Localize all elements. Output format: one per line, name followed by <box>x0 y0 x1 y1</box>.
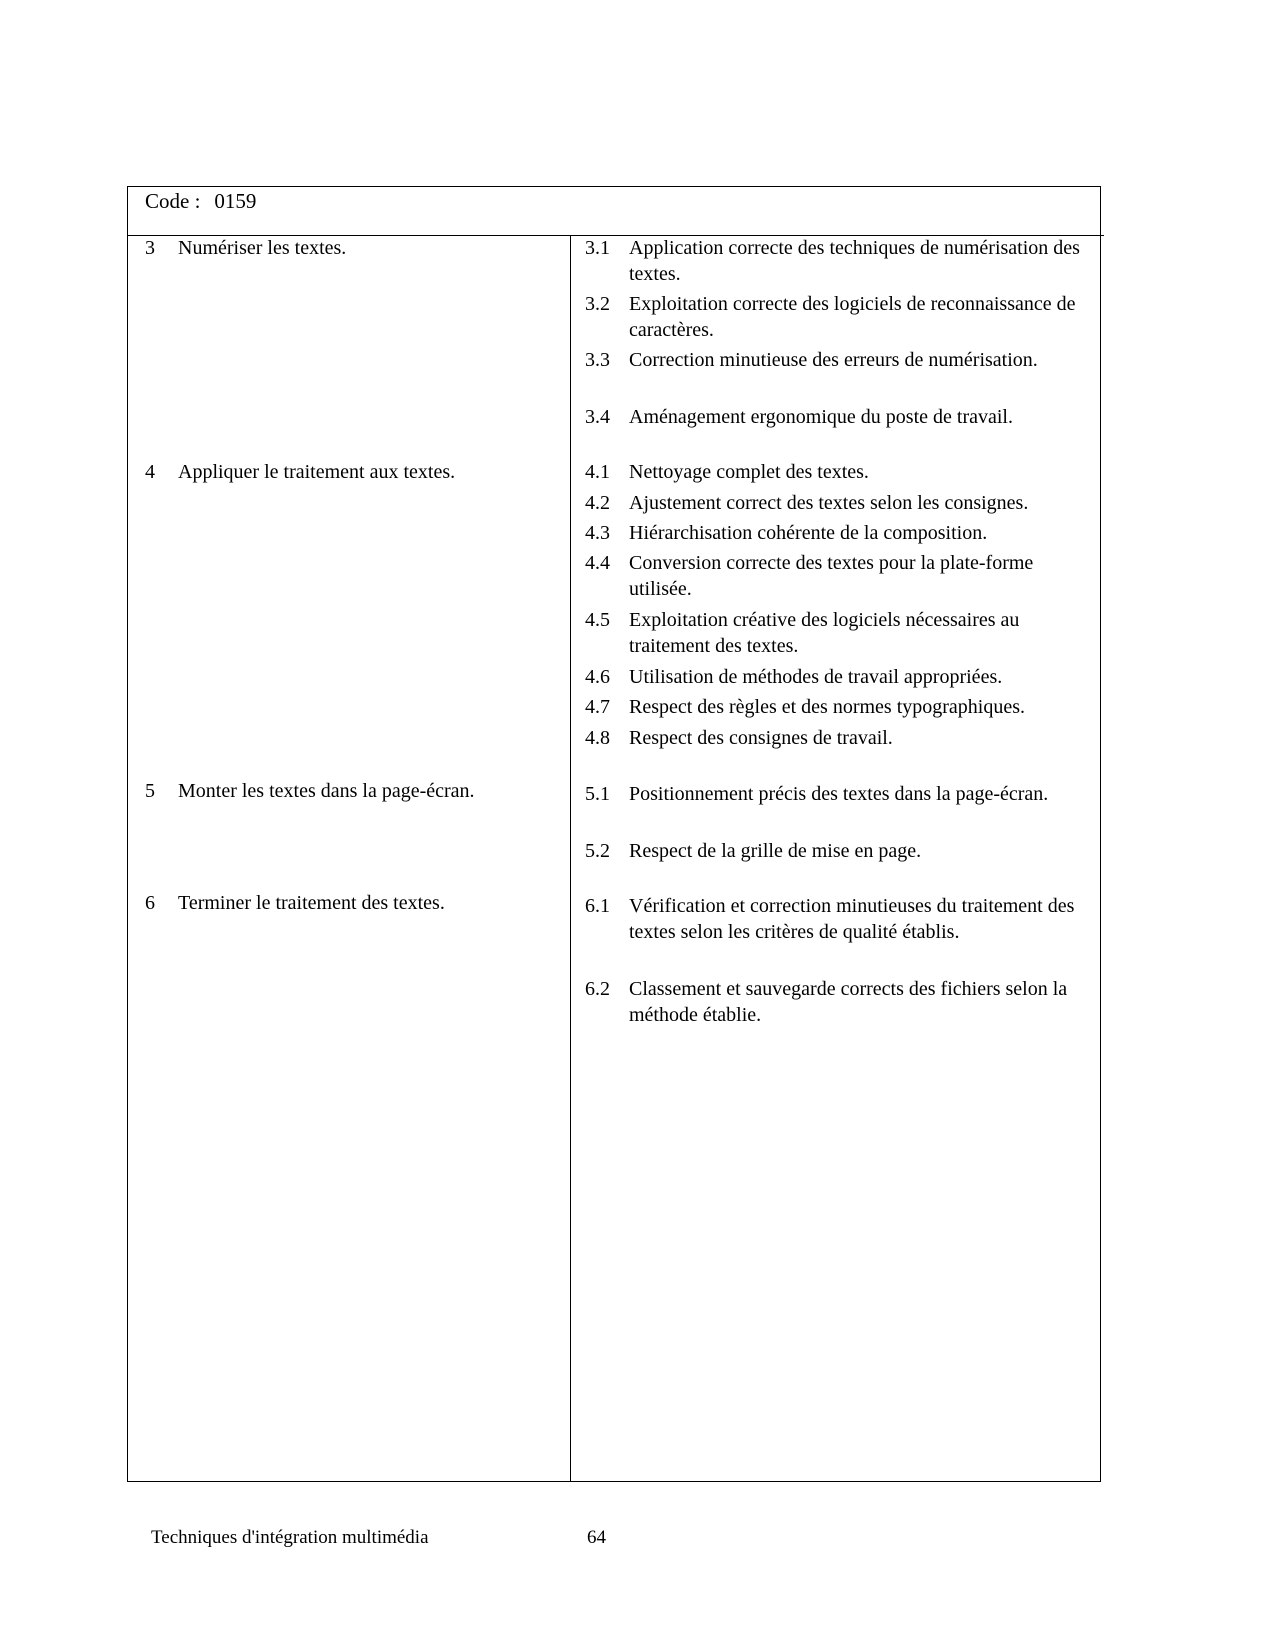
criterion-text: Hiérarchisation cohérente de la composition. <box>629 522 988 544</box>
criterion-item <box>585 781 1090 807</box>
criterion-item <box>585 976 1090 1028</box>
criterion-item <box>585 694 1090 720</box>
criterion-text: Positionnement précis des textes dans la page-écran. <box>629 783 1049 805</box>
criterion-number: 4.2 <box>585 492 610 514</box>
criterion-item <box>585 520 1090 546</box>
criterion-number: 3.3 <box>585 349 610 371</box>
column-divider <box>570 236 571 1482</box>
task-number: 5 <box>145 780 155 802</box>
criterion-text: Respect des règles et des normes typographiques. <box>629 696 1026 718</box>
criterion-text: Nettoyage complet des textes. <box>629 461 869 483</box>
code-header <box>145 189 256 214</box>
criterion-number: 5.2 <box>585 840 610 862</box>
task-number: 3 <box>145 237 155 259</box>
criterion-text: Ajustement correct des textes selon les consignes. <box>629 492 1029 514</box>
code-label: Code : <box>145 189 201 213</box>
criterion-text: Conversion correcte des textes pour la plate-forme utilisée. <box>629 552 1034 600</box>
criterion-item <box>585 550 1090 602</box>
criterion-item <box>585 607 1090 659</box>
criterion-number: 3.1 <box>585 237 610 259</box>
criterion-text: Correction minutieuse des erreurs de numérisation. <box>629 349 1038 371</box>
task-number: 4 <box>145 461 155 483</box>
criterion-item <box>585 725 1090 751</box>
criterion-item <box>585 404 1090 430</box>
criterion-text: Classement et sauvegarde corrects des fichiers selon la méthode établie. <box>629 978 1068 1026</box>
criterion-text: Aménagement ergonomique du poste de travail. <box>629 406 1013 428</box>
page-footer <box>151 1527 606 1549</box>
criterion-item <box>585 838 1090 864</box>
criterion-text: Respect de la grille de mise en page. <box>629 840 922 862</box>
criterion-text: Exploitation correcte des logiciels de reconnaissance de caractères. <box>629 293 1076 341</box>
footer-title: Techniques d'intégration multimédia <box>151 1527 429 1548</box>
criterion-item <box>585 347 1090 373</box>
criterion-number: 4.3 <box>585 522 610 544</box>
criterion-number: 4.8 <box>585 727 610 749</box>
criterion-text: Exploitation créative des logiciels nécessaires au traitement des textes. <box>629 609 1020 657</box>
criterion-item <box>585 291 1090 343</box>
criterion-number: 6.2 <box>585 978 610 1000</box>
criterion-number: 4.6 <box>585 666 610 688</box>
task-item <box>145 461 455 484</box>
task-item <box>145 780 475 803</box>
criterion-text: Utilisation de méthodes de travail appropriées. <box>629 666 1003 688</box>
criterion-item <box>585 893 1090 945</box>
criterion-text: Application correcte des techniques de numérisation des textes. <box>629 237 1080 285</box>
task-text: Monter les textes dans la page-écran. <box>178 780 475 802</box>
criterion-number: 4.5 <box>585 609 610 631</box>
criterion-number: 3.4 <box>585 406 610 428</box>
task-text: Terminer le traitement des textes. <box>178 892 445 914</box>
task-item <box>145 892 445 915</box>
criterion-item <box>585 235 1090 287</box>
criterion-item <box>585 490 1090 516</box>
criterion-item <box>585 664 1090 690</box>
task-text: Numériser les textes. <box>178 237 347 259</box>
criterion-text: Respect des consignes de travail. <box>629 727 893 749</box>
criterion-number: 5.1 <box>585 783 610 805</box>
criterion-number: 3.2 <box>585 293 610 315</box>
table-frame <box>127 186 1101 1482</box>
page-number: 64 <box>587 1527 606 1548</box>
criterion-number: 4.1 <box>585 461 610 483</box>
criterion-number: 4.4 <box>585 552 610 574</box>
criterion-text: Vérification et correction minutieuses du traitement des textes selon les critères de qualité établis. <box>629 895 1075 943</box>
criterion-item <box>585 459 1090 485</box>
code-value: 0159 <box>214 189 257 213</box>
task-number: 6 <box>145 892 155 914</box>
criterion-number: 6.1 <box>585 895 610 917</box>
criterion-number: 4.7 <box>585 696 610 718</box>
task-item <box>145 237 346 260</box>
task-text: Appliquer le traitement aux textes. <box>178 461 456 483</box>
